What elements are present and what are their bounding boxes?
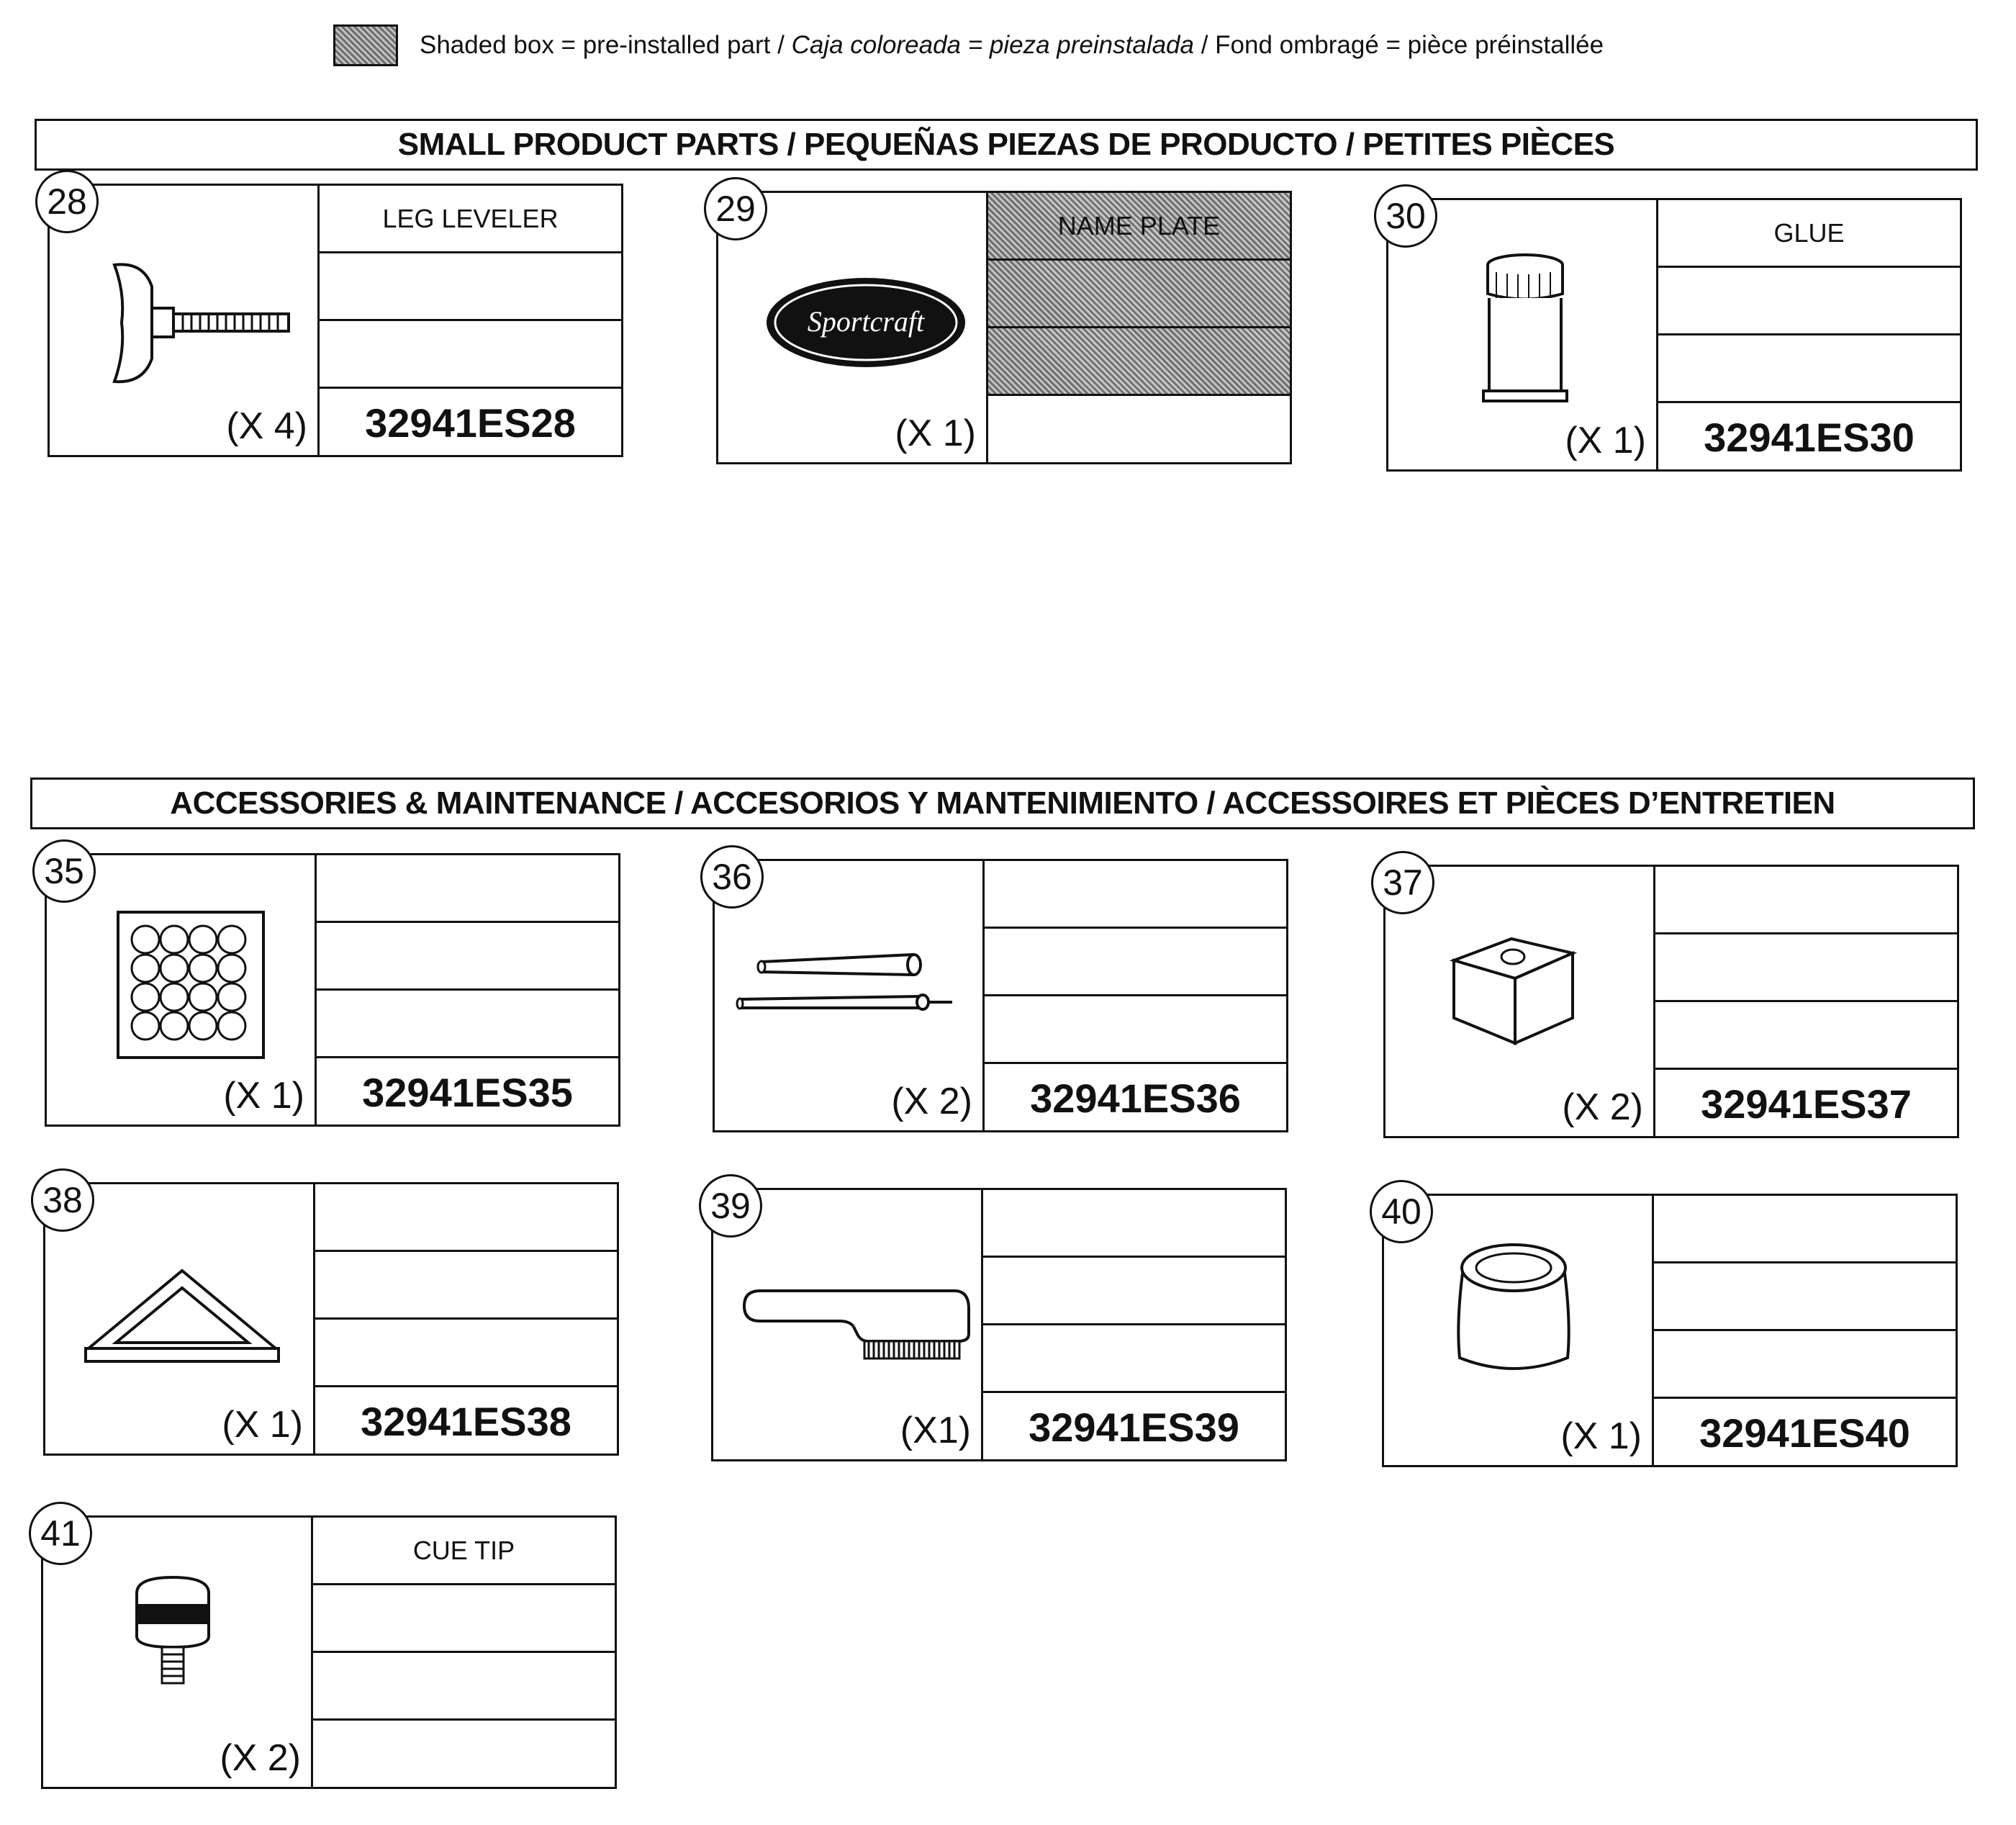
part-info-table: [986, 193, 1290, 462]
part-number: 32941ES28: [365, 400, 576, 446]
leg-leveler-icon: [93, 258, 302, 387]
part-name: [985, 861, 1286, 929]
part-name: LEG LEVELER: [320, 186, 621, 253]
part-card-30: [1386, 198, 1962, 472]
table-row: [320, 321, 621, 389]
table-row: [1655, 934, 1957, 1002]
part-card-35: [45, 853, 620, 1127]
part-name: [1655, 867, 1957, 934]
table-row: [988, 328, 1290, 396]
part-card-40: [1381, 1191, 1958, 1467]
part-number: 32941ES36: [1030, 1076, 1241, 1121]
ball-set-icon: [115, 909, 266, 1060]
part-number: 32941ES39: [1029, 1405, 1239, 1450]
part-info-table: [1656, 200, 1960, 469]
triangle-rack-icon: [81, 1263, 283, 1371]
table-row: [983, 1258, 1285, 1325]
table-row: [1655, 1002, 1957, 1070]
shaded-swatch: [333, 24, 398, 66]
part-number-badge: 41: [29, 1502, 92, 1565]
part-name: NAME PLATE: [988, 193, 1290, 261]
part-card-37: [1383, 862, 1959, 1138]
part-number-badge: 37: [1371, 851, 1434, 914]
table-row: [320, 253, 621, 321]
part-number-badge: 28: [35, 170, 99, 233]
section-header-accessories: ACCESSORIES & MAINTENANCE / ACCESORIOS Y MANTENIMIENTO / ACCESSOIRES ET PIÈCES D’ENTRETIEN: [30, 778, 1975, 829]
table-row: [988, 261, 1290, 328]
quantity-label: (X 1): [223, 1075, 304, 1117]
part-info-table: [317, 186, 621, 455]
table-row: [1658, 335, 1960, 403]
glue-tube-icon: [1475, 251, 1576, 409]
table-row: [985, 929, 1286, 996]
part-info-table: [1653, 867, 1957, 1136]
legend-text: Shaded box = pre-installed part / Caja coloreada = pieza preinstalada / Fond ombragé = pièce préinstallée: [420, 30, 1604, 59]
part-number-badge: 29: [704, 177, 767, 240]
table-row: [985, 996, 1286, 1064]
part-name: [315, 1184, 617, 1252]
table-row: [313, 1585, 615, 1653]
quantity-label: (X 2): [891, 1081, 972, 1122]
table-row: [983, 1325, 1285, 1393]
table-row: [313, 1653, 615, 1721]
table-row: [1654, 1263, 1956, 1331]
part-card-36: [713, 859, 1288, 1132]
part-number-badge: 40: [1370, 1180, 1433, 1243]
part-info-table: [981, 1190, 1285, 1459]
quantity-label: (X1): [900, 1410, 971, 1451]
part-info-table: [982, 861, 1286, 1130]
table-row: [1654, 1331, 1956, 1399]
part-info-table: [313, 1184, 617, 1454]
table-row: [315, 1320, 617, 1387]
name-plate-icon: [761, 272, 970, 373]
chalk-cube-icon: [1447, 924, 1583, 1054]
table-brush-icon: [738, 1284, 976, 1377]
part-name: GLUE: [1658, 200, 1960, 268]
part-info-table: [311, 1518, 615, 1787]
table-row: [315, 1252, 617, 1320]
part-number-badge: 35: [32, 839, 96, 903]
quantity-label: (X 2): [220, 1737, 301, 1779]
part-number: [988, 396, 1290, 464]
part-number-badge: 30: [1374, 184, 1437, 248]
part-number: 32941ES35: [362, 1070, 573, 1115]
part-number: 32941ES37: [1701, 1081, 1912, 1127]
part-card-28: [47, 181, 623, 457]
cue-tip-icon: [130, 1572, 216, 1701]
table-row: [317, 923, 618, 991]
part-card-41: [41, 1515, 617, 1789]
quantity-label: (X 1): [222, 1404, 303, 1446]
table-row: [317, 991, 618, 1058]
part-number: 32941ES30: [1704, 415, 1915, 460]
part-name: CUE TIP: [313, 1518, 615, 1585]
leg-cup-icon: [1449, 1235, 1578, 1379]
quantity-label: (X 4): [226, 405, 307, 447]
part-number-badge: 36: [700, 845, 764, 909]
part-number-badge: 38: [31, 1168, 94, 1232]
part-card-38: [43, 1182, 619, 1456]
part-number: [313, 1721, 615, 1789]
part-name: [1654, 1196, 1956, 1263]
part-number-badge: 39: [699, 1174, 762, 1238]
quantity-label: (X 1): [1565, 420, 1646, 461]
part-name: [317, 855, 618, 923]
legend: [333, 22, 1604, 68]
section-header-small-parts: SMALL PRODUCT PARTS / PEQUEÑAS PIEZAS DE PRODUCTO / PETITES PIÈCES: [35, 119, 1978, 171]
part-card-29: [716, 191, 1292, 464]
part-info-table: [1652, 1196, 1956, 1465]
sportcraft-logo: Sportcraft: [807, 305, 925, 338]
table-row: [1658, 268, 1960, 335]
quantity-label: (X 1): [1560, 1415, 1642, 1457]
part-number: 32941ES38: [361, 1399, 571, 1444]
part-name: [983, 1190, 1285, 1258]
quantity-label: (X 2): [1562, 1086, 1643, 1128]
part-card-39: [711, 1188, 1287, 1461]
cue-sticks-icon: [733, 947, 970, 1027]
quantity-label: (X 1): [895, 413, 976, 454]
part-number: 32941ES40: [1699, 1410, 1910, 1456]
part-info-table: [315, 855, 618, 1125]
